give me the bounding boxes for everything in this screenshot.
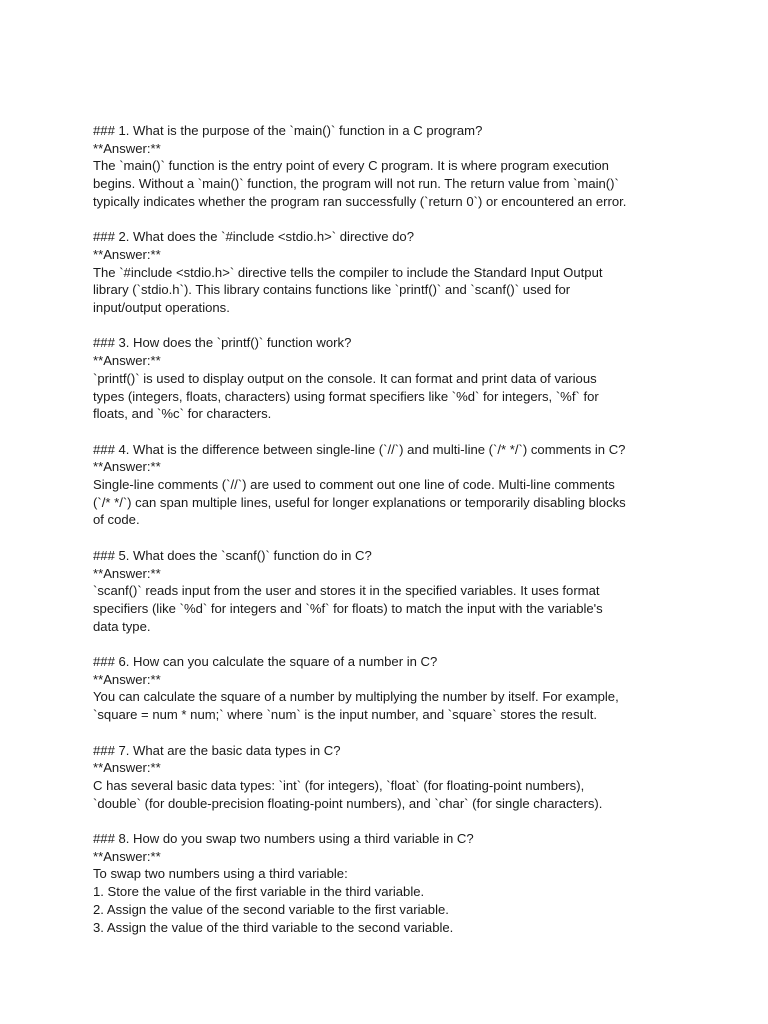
- answer-line: C has several basic data types: `int` (for integers), `float` (for floating-point numbers),: [93, 777, 585, 793]
- answer-line: begins. Without a `main()` function, the program will not run. The return value from `main()`: [93, 176, 619, 192]
- answer-line: of code.: [93, 512, 140, 528]
- answer-line: `double` (for double-precision floating-point numbers), and `char` (for single characters).: [93, 795, 603, 811]
- question-heading: ### 5. What does the `scanf()` function do in C?: [93, 547, 372, 563]
- answer-line: Single-line comments (`//`) are used to comment out one line of code. Multi-line comments: [93, 477, 615, 493]
- answer-line: floats, and `%c` for characters.: [93, 406, 272, 422]
- answer-label: **Answer:**: [93, 671, 161, 687]
- qa-section-1: [93, 122, 693, 211]
- answer-line: (`/* */`) can span multiple lines, useful for longer explanations or temporarily disabling blocks: [93, 494, 626, 510]
- answer-line: 1. Store the value of the first variable in the third variable.: [93, 884, 425, 900]
- answer-line: 3. Assign the value of the third variable to the second variable.: [93, 919, 454, 935]
- answer-label: **Answer:**: [93, 246, 161, 262]
- question-heading: ### 2. What does the `#include <stdio.h>` directive do?: [93, 229, 414, 245]
- question-heading: ### 4. What is the difference between single-line (`//`) and multi-line (`/* */`) comments in C?: [93, 441, 626, 457]
- answer-line: 2. Assign the value of the second variable to the first variable.: [93, 901, 449, 917]
- qa-section-5: [93, 547, 693, 636]
- qa-section-8: [93, 830, 693, 936]
- question-heading: ### 7. What are the basic data types in C?: [93, 742, 341, 758]
- answer-line: specifiers (like `%d` for integers and `%f` for floats) to match the input with the variable's: [93, 600, 603, 616]
- answer-line: types (integers, floats, characters) using format specifiers like `%d` for integers, `%f` for: [93, 388, 599, 404]
- question-heading: ### 1. What is the purpose of the `main()` function in a C program?: [93, 123, 483, 138]
- answer-line: The `#include <stdio.h>` directive tells the compiler to include the Standard Input Output: [93, 264, 603, 280]
- answer-line: data type.: [93, 618, 151, 634]
- qa-section-2: [93, 228, 693, 317]
- answer-label: **Answer:**: [93, 760, 161, 776]
- document-page: [93, 122, 693, 954]
- answer-line: library (`stdio.h`). This library contains functions like `printf()` and `scanf()` used for: [93, 282, 571, 298]
- question-heading: ### 3. How does the `printf()` function work?: [93, 335, 352, 351]
- answer-label: **Answer:**: [93, 848, 161, 864]
- answer-line: typically indicates whether the program ran successfully (`return 0`) or encountered an error.: [93, 193, 627, 209]
- answer-label: **Answer:**: [93, 353, 161, 369]
- answer-label: **Answer:**: [93, 565, 161, 581]
- qa-section-6: [93, 653, 693, 724]
- answer-line: You can calculate the square of a number by multiplying the number by itself. For example,: [93, 689, 619, 705]
- qa-section-7: [93, 742, 693, 813]
- question-heading: ### 8. How do you swap two numbers using a third variable in C?: [93, 831, 474, 847]
- answer-line: `printf()` is used to display output on the console. It can format and print data of various: [93, 370, 597, 386]
- answer-label: **Answer:**: [93, 459, 161, 475]
- qa-section-4: [93, 441, 693, 530]
- answer-label: **Answer:**: [93, 140, 161, 156]
- answer-line: input/output operations.: [93, 300, 230, 316]
- qa-section-3: [93, 334, 693, 423]
- answer-line: `square = num * num;` where `num` is the input number, and `square` stores the result.: [93, 707, 597, 723]
- answer-line: The `main()` function is the entry point of every C program. It is where program execution: [93, 158, 609, 174]
- answer-line: `scanf()` reads input from the user and stores it in the specified variables. It uses format: [93, 583, 600, 599]
- answer-line: To swap two numbers using a third variable:: [93, 866, 348, 882]
- question-heading: ### 6. How can you calculate the square of a number in C?: [93, 654, 438, 670]
